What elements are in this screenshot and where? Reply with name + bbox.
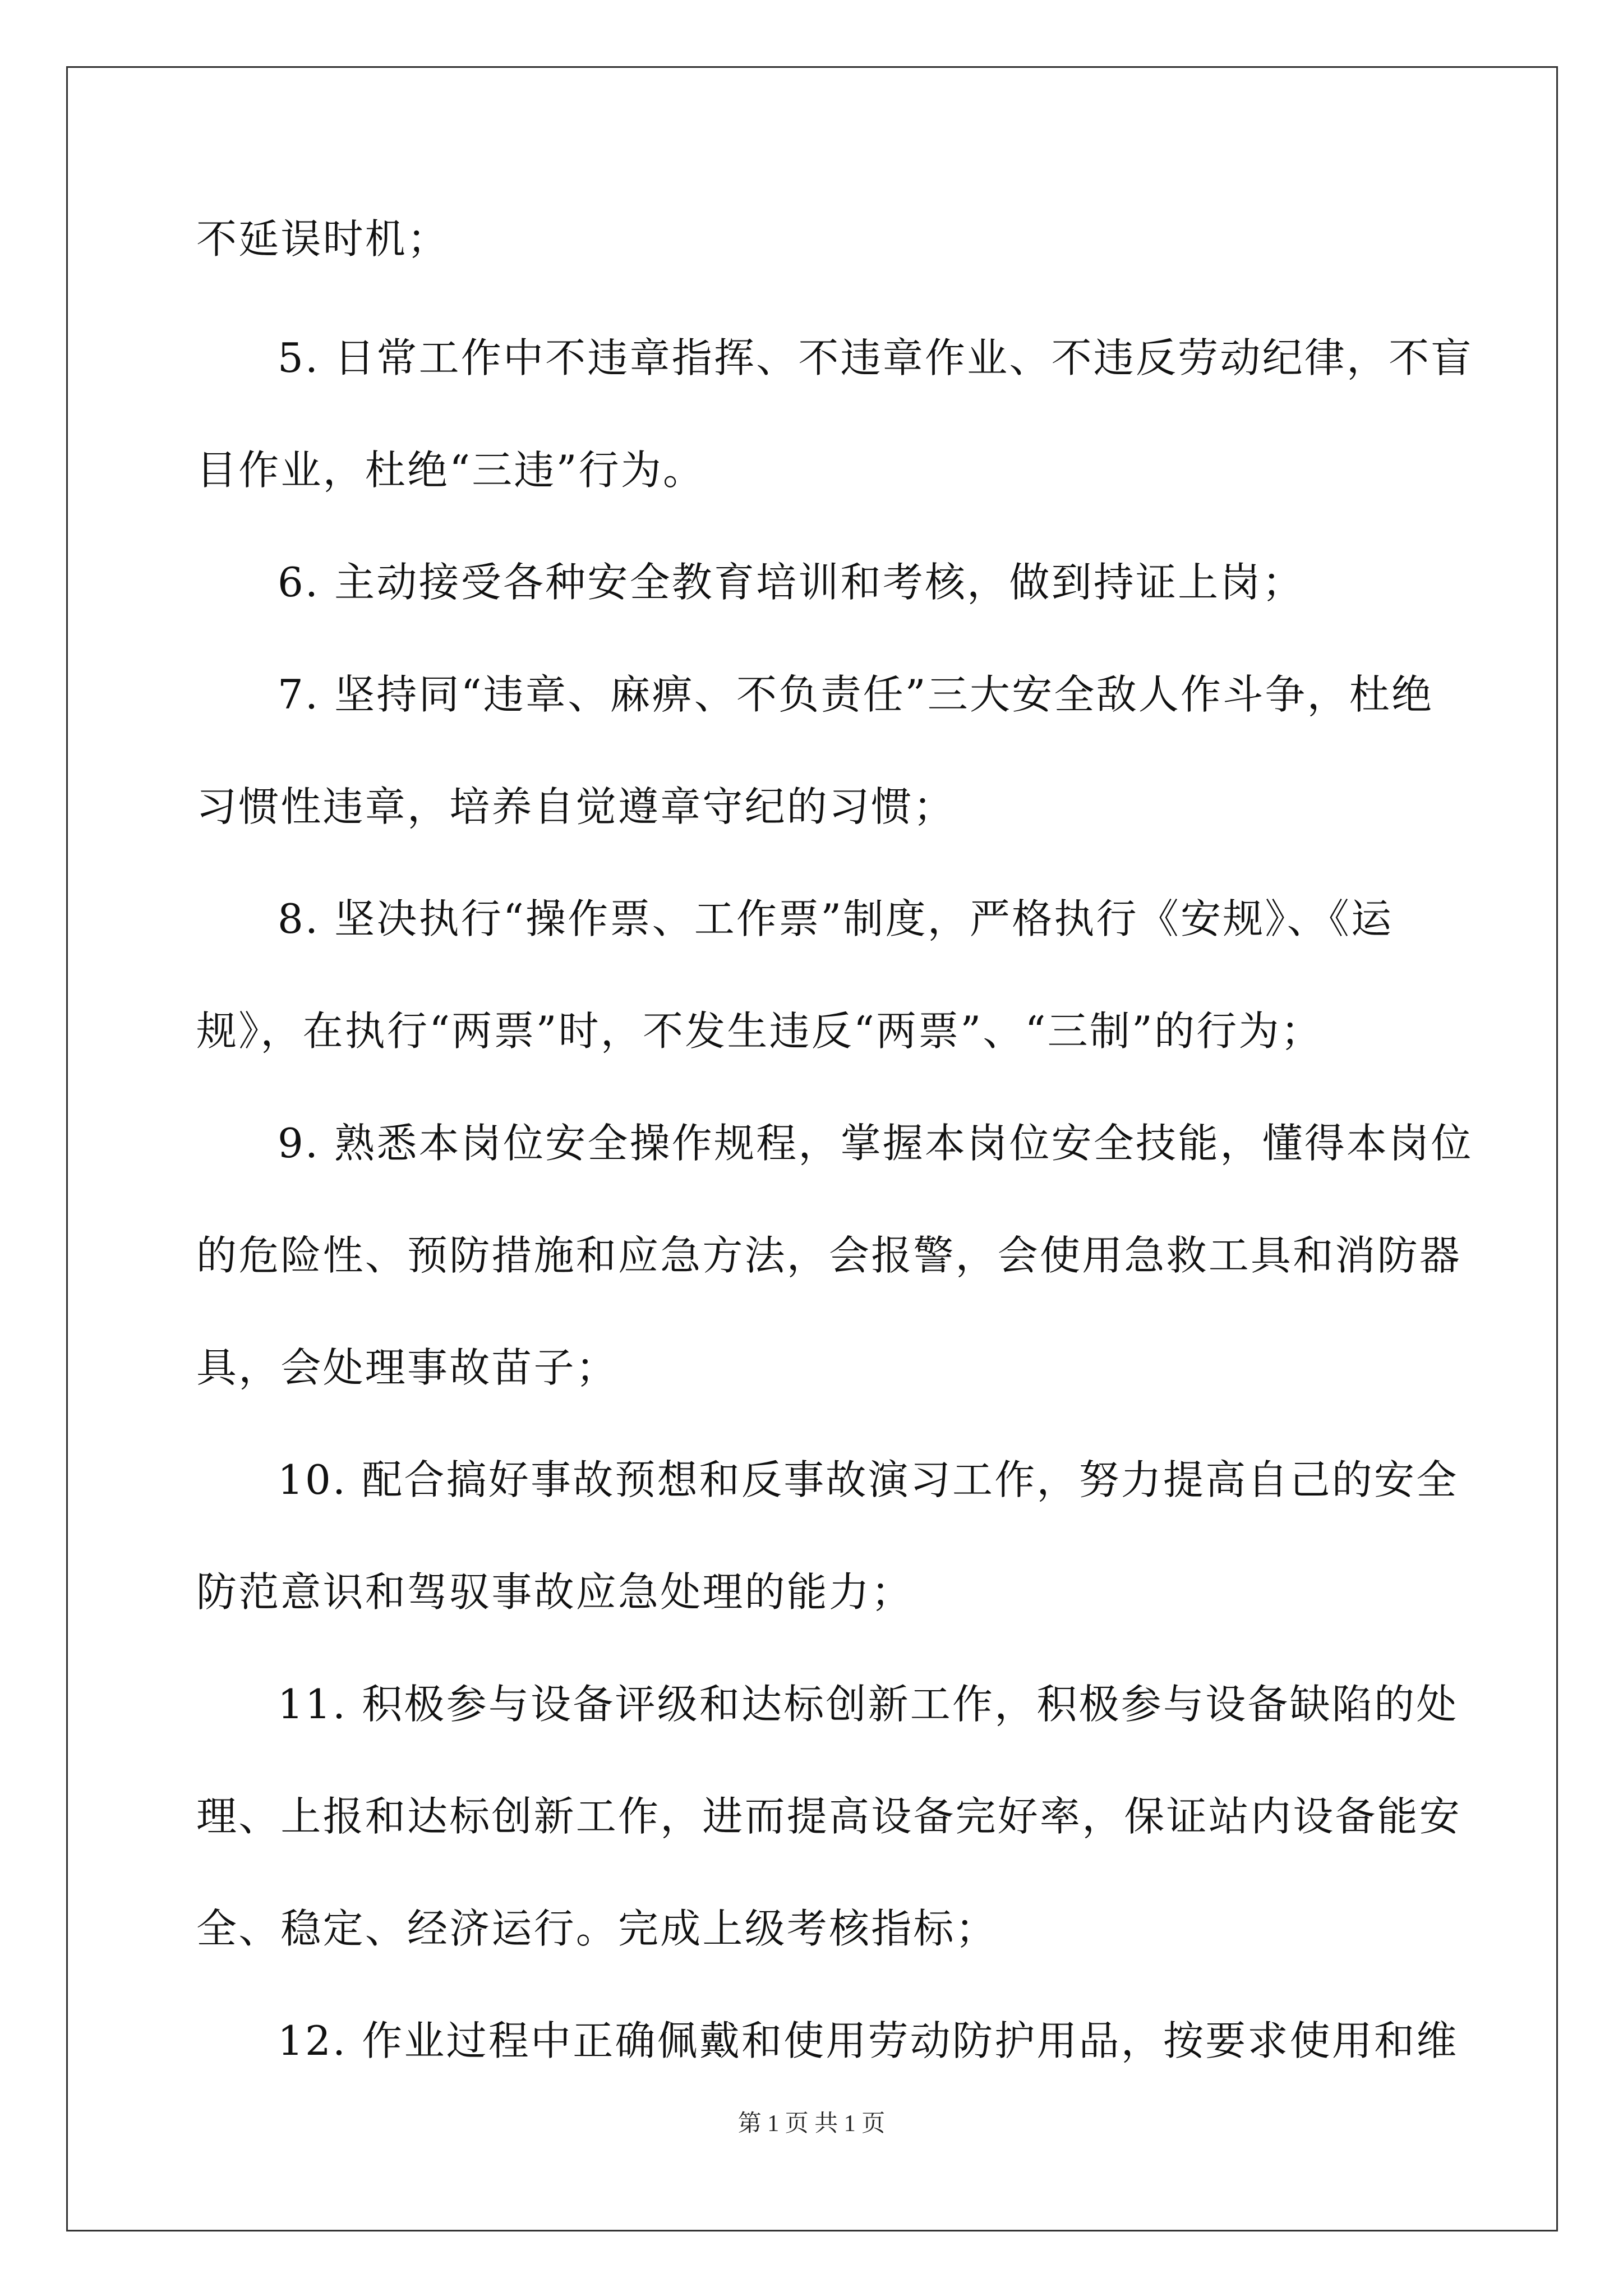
text-line: 12. 作业过程中正确佩戴和使用劳动防护用品，按要求使用和维	[278, 2017, 1459, 2064]
text-line: 防范意识和驾驭事故应急处理的能力；	[196, 1568, 914, 1616]
text-line: 5. 日常工作中不违章指挥、不违章作业、不违反劳动纪律，不盲	[278, 334, 1473, 381]
text-line: 具，会处理事故苗子；	[196, 1344, 619, 1391]
text-line: 9. 熟悉本岗位安全操作规程，掌握本岗位安全技能，懂得本岗位	[278, 1120, 1473, 1167]
text-line: 8. 坚决执行“操作票、工作票”制度，严格执行《安规》、《运	[278, 895, 1394, 942]
text-line: 7. 坚持同“违章、麻痹、不负责任”三大安全敌人作斗争，杜绝	[278, 671, 1434, 718]
text-line: 不延误时机；	[196, 215, 450, 263]
text-line: 目作业，杜绝“三违”行为。	[196, 447, 706, 494]
text-line: 规》，在执行“两票”时，不发生违反“两票”、“三制”的行为；	[196, 1007, 1323, 1055]
text-line: 的危险性、预防措施和应急方法，会报警，会使用急救工具和消防器	[196, 1232, 1462, 1279]
text-line: 习惯性违章，培养自觉遵章守纪的习惯；	[196, 783, 956, 830]
text-line: 11. 积极参与设备评级和达标创新工作，积极参与设备缺陷的处	[278, 1681, 1459, 1728]
text-line: 全、稳定、经济运行。完成上级考核指标；	[196, 1905, 998, 1952]
text-line: 10. 配合搞好事故预想和反事故演习工作，努力提高自己的安全	[278, 1456, 1459, 1503]
text-line: 理、上报和达标创新工作，进而提高设备完好率，保证站内设备能安	[196, 1793, 1462, 1840]
page-number: 第 1 页 共 1 页	[737, 2111, 886, 2137]
text-line: 6. 主动接受各种安全教育培训和考核，做到持证上岗；	[278, 559, 1304, 606]
